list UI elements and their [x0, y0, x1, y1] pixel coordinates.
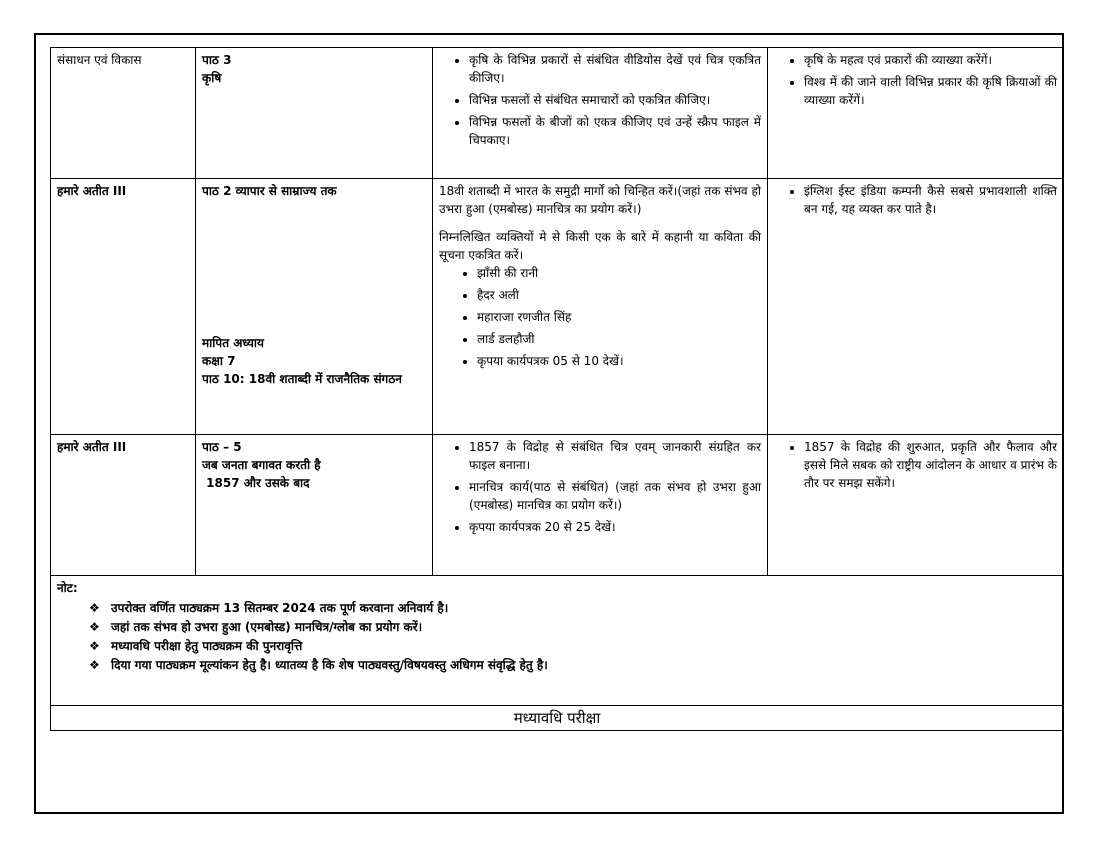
note-item: ❖ उपरोक्त वर्णित पाठ्यक्रम 13 सितम्बर 2024 तक पूर्ण करवाना अनिवार्य है।: [89, 601, 449, 615]
chapter-title: पाठ 2 व्यापार से साम्राज्य तक: [202, 184, 337, 198]
activities-cell: [433, 48, 768, 179]
list-item: • हैदर अली: [477, 286, 761, 304]
outcomes-cell: [768, 179, 1064, 435]
chapter-cell: [196, 179, 433, 435]
syllabus-table: [50, 47, 1064, 731]
table-row: [51, 179, 1064, 435]
diamond-bullet-icon: ❖: [89, 658, 100, 672]
activity-paragraph: 18वी शताब्दी में भारत के समुद्री मार्गों को चिन्हित करें।(जहां तक संभव हो उभरा हुआ (एमबोस्ड) मानचित्र का प्रयोग करें।): [439, 184, 761, 216]
exam-label: मध्यावधि परीक्षा: [513, 709, 601, 727]
chapter-cell: [196, 48, 433, 179]
book-name: संसाधन एवं विकास: [57, 53, 142, 67]
chapter-line: पाठ – 5: [202, 440, 242, 454]
mapped-chapter-line: मापित अध्याय: [202, 336, 264, 350]
book-cell: [51, 435, 196, 576]
outcomes-cell: [768, 48, 1064, 179]
diamond-bullet-icon: ❖: [89, 620, 100, 634]
list-item: • इंग्लिश ईस्ट इंडिया कम्पनी कैसे सबसे प्रभावशाली शक्ति बन गई, यह व्यक्त कर पाते है।: [804, 182, 1057, 218]
note-label: नोट:: [57, 581, 78, 595]
table-row: [51, 48, 1064, 179]
note-item: ❖ दिया गया पाठ्यक्रम मूल्यांकन हेतु है। ध्यातव्य है कि शेष पाठ्यवस्तु/विषयवस्तु अधिगम संवृद्धि हेतु है।: [89, 658, 548, 672]
book-cell: [51, 48, 196, 179]
mapped-chapter-line: कक्षा 7: [202, 354, 236, 368]
table-row: [51, 435, 1064, 576]
list-item: • 1857 के विद्रोह से संबंधित चित्र एवम् जानकारी संग्रहित कर फाइल बनाना।: [469, 438, 761, 474]
list-item: • 1857 के विद्रोह की शुरुआत, प्रकृति और फैलाव और इससे मिले सबक को राष्ट्रीय आंदोलन के आधार व प्रारंभ के तौर पर समझ सकेंगे।: [804, 438, 1057, 492]
list-item: • विभिन्न फसलों से संबंधित समाचारों को एकत्रित कीजिए।: [469, 91, 761, 109]
diamond-bullet-icon: ❖: [89, 601, 100, 615]
note-item: ❖ जहां तक संभव हो उभरा हुआ (एमबोस्ड) मानचित्र/ग्लोब का प्रयोग करें।: [89, 620, 423, 634]
list-item: • महाराजा रणजीत सिंह: [477, 308, 761, 326]
activity-paragraph: निम्नलिखित व्यक्तियों मे से किसी एक के बारे में कहानी या कविता की सूचना एकत्रित करें।: [439, 230, 761, 262]
list-item: • कृषि के विभिन्न प्रकारों से संबंधित वीडियोस देखें एवं चित्र एकत्रित कीजिए।: [469, 51, 761, 87]
exam-cell: [51, 706, 1064, 731]
list-item: • विभिन्न फसलों के बीजों को एकत्र कीजिए एवं उन्हें स्क्रैप फाइल में चिपकाए।: [469, 113, 761, 149]
book-name: हमारे अतीत III: [57, 184, 127, 198]
book-name: हमारे अतीत III: [57, 440, 127, 454]
activities-cell: [433, 435, 768, 576]
chapter-cell: [196, 435, 433, 576]
exam-row: [51, 706, 1064, 731]
chapter-line: जब जनता बगावत करती है: [202, 458, 321, 472]
list-item: • झाँसी की रानी: [477, 264, 761, 282]
diamond-bullet-icon: ❖: [89, 639, 100, 653]
list-item: • लार्ड डलहौजी: [477, 330, 761, 348]
note-cell: [51, 576, 1064, 706]
note-item: ❖ मध्यावधि परीक्षा हेतु पाठ्यक्रम की पुनरावृत्ति: [89, 639, 303, 653]
list-item: • मानचित्र कार्य(पाठ से संबंधित) (जहां तक संभव हो उभरा हुआ (एमबोस्ड) मानचित्र का प्रयोग करें।): [469, 478, 761, 514]
list-item: • कृपया कार्यपत्रक 05 से 10 देखें।: [477, 352, 761, 370]
book-cell: [51, 179, 196, 435]
mapped-chapter-line: पाठ 10: 18वी शताब्दी में राजनैतिक संगठन: [202, 372, 402, 386]
list-item: • कृषि के महत्व एवं प्रकारों की व्याख्या करेंगें।: [804, 51, 1057, 69]
outcomes-cell: [768, 435, 1064, 576]
note-row: [51, 576, 1064, 706]
chapter-line: पाठ 3: [202, 53, 232, 67]
list-item: • विश्व में की जाने वाली विभिन्न प्रकार की कृषि क्रियाओं की व्याख्या करेंगें।: [804, 73, 1057, 109]
list-item: • कृपया कार्यपत्रक 20 से 25 देखें।: [469, 518, 761, 536]
chapter-line: कृषि: [202, 71, 222, 85]
chapter-line: 1857 और उसके बाद: [202, 476, 310, 490]
activities-cell: [433, 179, 768, 435]
